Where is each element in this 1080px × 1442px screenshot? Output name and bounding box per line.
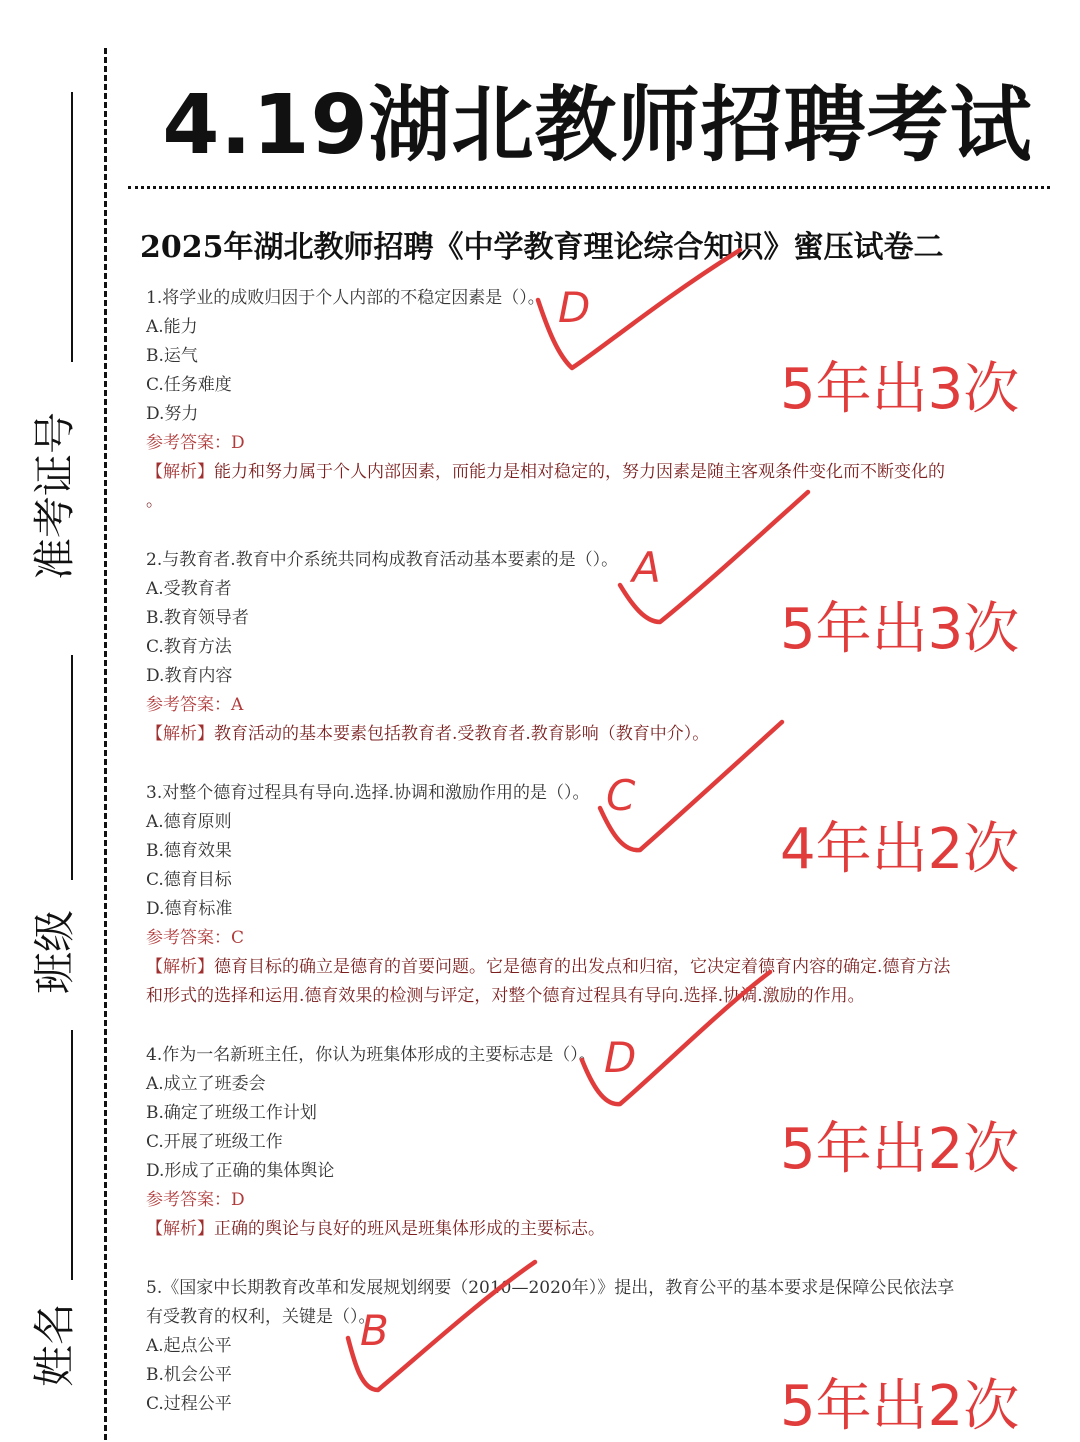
question-stem-continued: 有受教育的权利，关键是（）。 [146,1307,376,1327]
analysis-label: 【解析】 [146,724,214,744]
question-stem: 1.将学业的成败归因于个人内部的不稳定因素是（）。 [146,288,545,308]
option-c: C.过程公平 [146,1394,232,1414]
analysis-label: 【解析】 [146,462,214,482]
handwritten-answer: D [604,1033,637,1082]
handwritten-answer: B [360,1306,389,1355]
analysis [146,722,709,746]
page-title: 4.19湖北教师招聘考试 [162,78,1033,173]
exam-id-write-line [71,92,73,362]
option-b: B.德育效果 [146,841,232,861]
option-a: A.起点公平 [146,1336,232,1356]
analysis-text: 正确的舆论与良好的班风是班集体形成的主要标志。 [214,1219,605,1239]
analysis-text: 德育目标的确立是德育的首要问题。它是德育的出发点和归宿，它决定着德育内容的确定.德育方法 [214,957,951,977]
paper-subtitle: 2025年湖北教师招聘《中学教育理论综合知识》蜜压试卷二 [140,230,944,265]
option-b: B.运气 [146,346,198,366]
option-d: D.教育内容 [146,666,233,686]
option-b: B.教育领导者 [146,608,249,628]
question-stem: 4.作为一名新班主任，你认为班集体形成的主要标志是（）。 [146,1045,596,1065]
handwritten-answer: C [606,771,636,820]
option-d: D.形成了正确的集体舆论 [146,1161,335,1181]
option-d: D.努力 [146,404,199,424]
question-stem: 2.与教育者.教育中介系统共同构成教育活动基本要素的是（）。 [146,550,619,570]
frequency-note: 5年出3次 [780,597,1020,662]
binding-strip [0,0,110,1440]
analysis-label: 【解析】 [146,957,214,977]
reference-answer: 参考答案：D [146,1190,245,1210]
cut-line [104,48,107,1440]
class-write-line [71,655,73,880]
option-c: C.开展了班级工作 [146,1132,283,1152]
frequency-note: 5年出3次 [780,357,1020,422]
question-stem: 5.《国家中长期教育改革和发展规划纲要（2010—2020年）》提出，教育公平的基本要求是保障公民依法享 [146,1278,955,1298]
analysis-label: 【解析】 [146,1219,214,1239]
analysis-continued [146,984,865,1008]
option-a: A.德育原则 [146,812,232,832]
option-c: C.德育目标 [146,870,232,890]
handwritten-answer: A [632,543,661,592]
question-stem: 3.对整个德育过程具有导向.选择.协调和激励作用的是（）。 [146,783,590,803]
analysis [146,460,945,484]
reference-answer: 参考答案：A [146,695,244,715]
frequency-note: 5年出2次 [780,1117,1020,1182]
analysis [146,1217,605,1241]
reference-answer: 参考答案：C [146,928,245,948]
analysis [146,955,950,979]
option-d: D.德育标准 [146,899,233,919]
exam-id-label: 准考证号 [30,411,79,581]
option-a: A.受教育者 [146,579,232,599]
frequency-note: 5年出2次 [780,1374,1020,1439]
name-label: 姓名 [30,1302,79,1388]
option-b: B.机会公平 [146,1365,232,1385]
name-write-line [71,1030,73,1280]
frequency-note: 4年出2次 [780,817,1020,882]
option-a: A.能力 [146,317,198,337]
reference-answer: 参考答案：D [146,433,245,453]
analysis-continued [146,489,163,513]
analysis-text: 。 [146,491,163,511]
option-a: A.成立了班委会 [146,1074,266,1094]
analysis-text: 能力和努力属于个人内部因素，而能力是相对稳定的，努力因素是随主客观条件变化而不断变化的 [214,462,945,482]
check-mark-icon [538,250,740,368]
option-c: C.教育方法 [146,637,232,657]
option-c: C.任务难度 [146,375,232,395]
class-label: 班级 [30,909,79,995]
option-b: B.确定了班级工作计划 [146,1103,317,1123]
title-divider [128,186,1050,189]
analysis-text: 教育活动的基本要素包括教育者.受教育者.教育影响（教育中介）。 [214,724,710,744]
handwritten-answer: D [558,283,591,332]
analysis-text: 和形式的选择和运用.德育效果的检测与评定，对整个德育过程具有导向.选择.协调.激励的作用。 [146,986,865,1006]
